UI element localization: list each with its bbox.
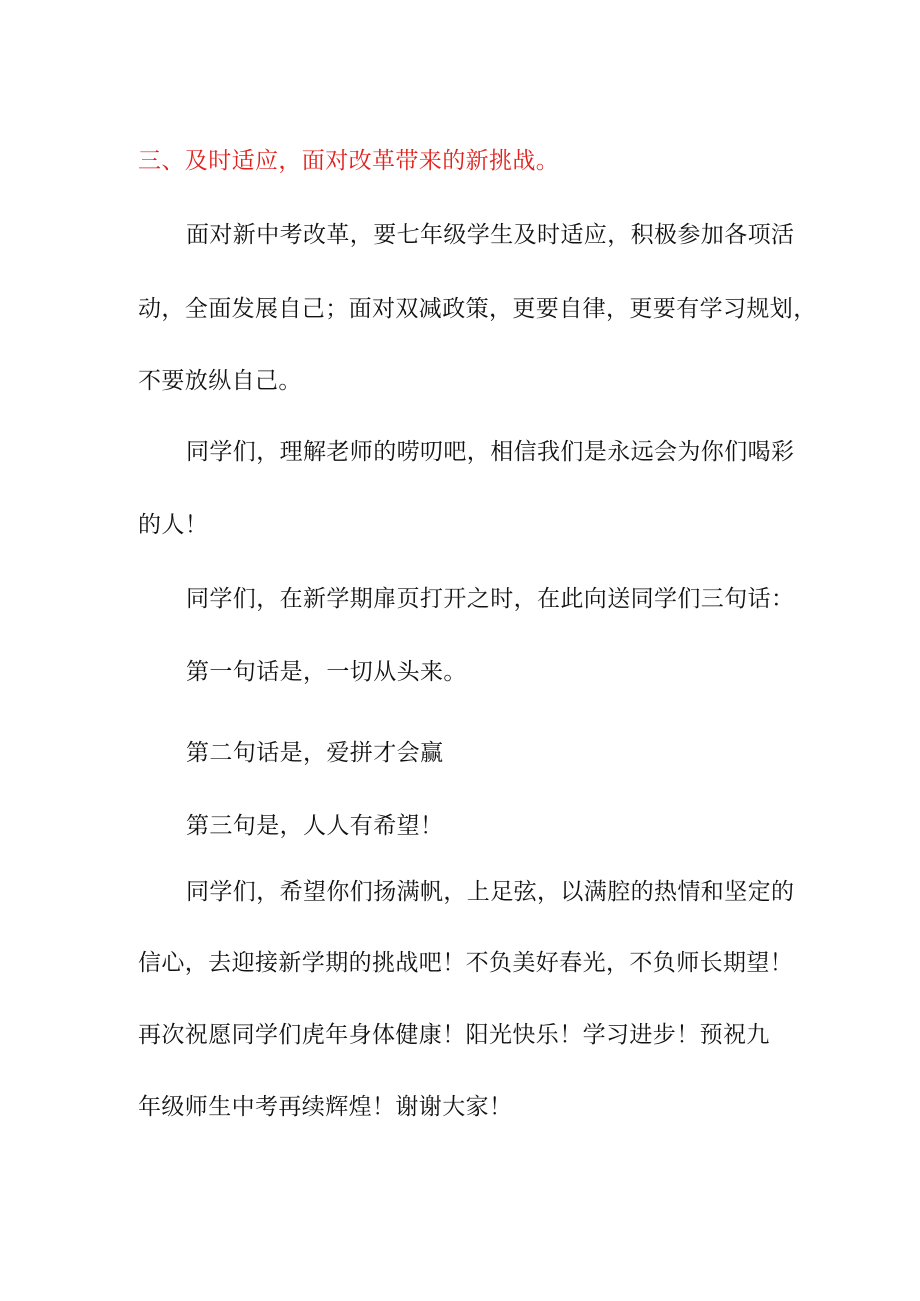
- section-heading: 三、及时适应，面对改革带来的新挑战。: [138, 148, 560, 174]
- paragraph-line: 再次祝愿同学们虎年身体健康！阳光快乐！学习进步！预祝九: [138, 1022, 770, 1048]
- paragraph-line: 第一句话是，一切从头来。: [186, 659, 467, 685]
- paragraph-line: 不要放纵自己。: [138, 368, 302, 394]
- paragraph-line: 同学们，希望你们扬满帆，上足弦，以满腔的热情和坚定的: [186, 879, 795, 905]
- paragraph-line: 同学们，理解老师的唠叨吧，相信我们是永远会为你们喝彩: [186, 439, 795, 465]
- paragraph-line: 面对新中考改革，要七年级学生及时适应，积极参加各项活: [186, 222, 795, 248]
- paragraph-line: 动，全面发展自己；面对双减政策，更要自律，更要有学习规划，: [138, 296, 817, 322]
- paragraph-line: 年级师生中考再续辉煌！谢谢大家！: [138, 1094, 513, 1120]
- paragraph-line: 信心，去迎接新学期的挑战吧！不负美好春光，不负师长期望！: [138, 950, 794, 976]
- paragraph-line: 的人！: [138, 512, 209, 538]
- paragraph-line: 同学们，在新学期扉页打开之时，在此向送同学们三句话：: [186, 586, 795, 612]
- paragraph-line: 第三句是，人人有希望！: [186, 813, 444, 839]
- paragraph-line: 第二句话是，爱拼才会赢: [186, 740, 444, 766]
